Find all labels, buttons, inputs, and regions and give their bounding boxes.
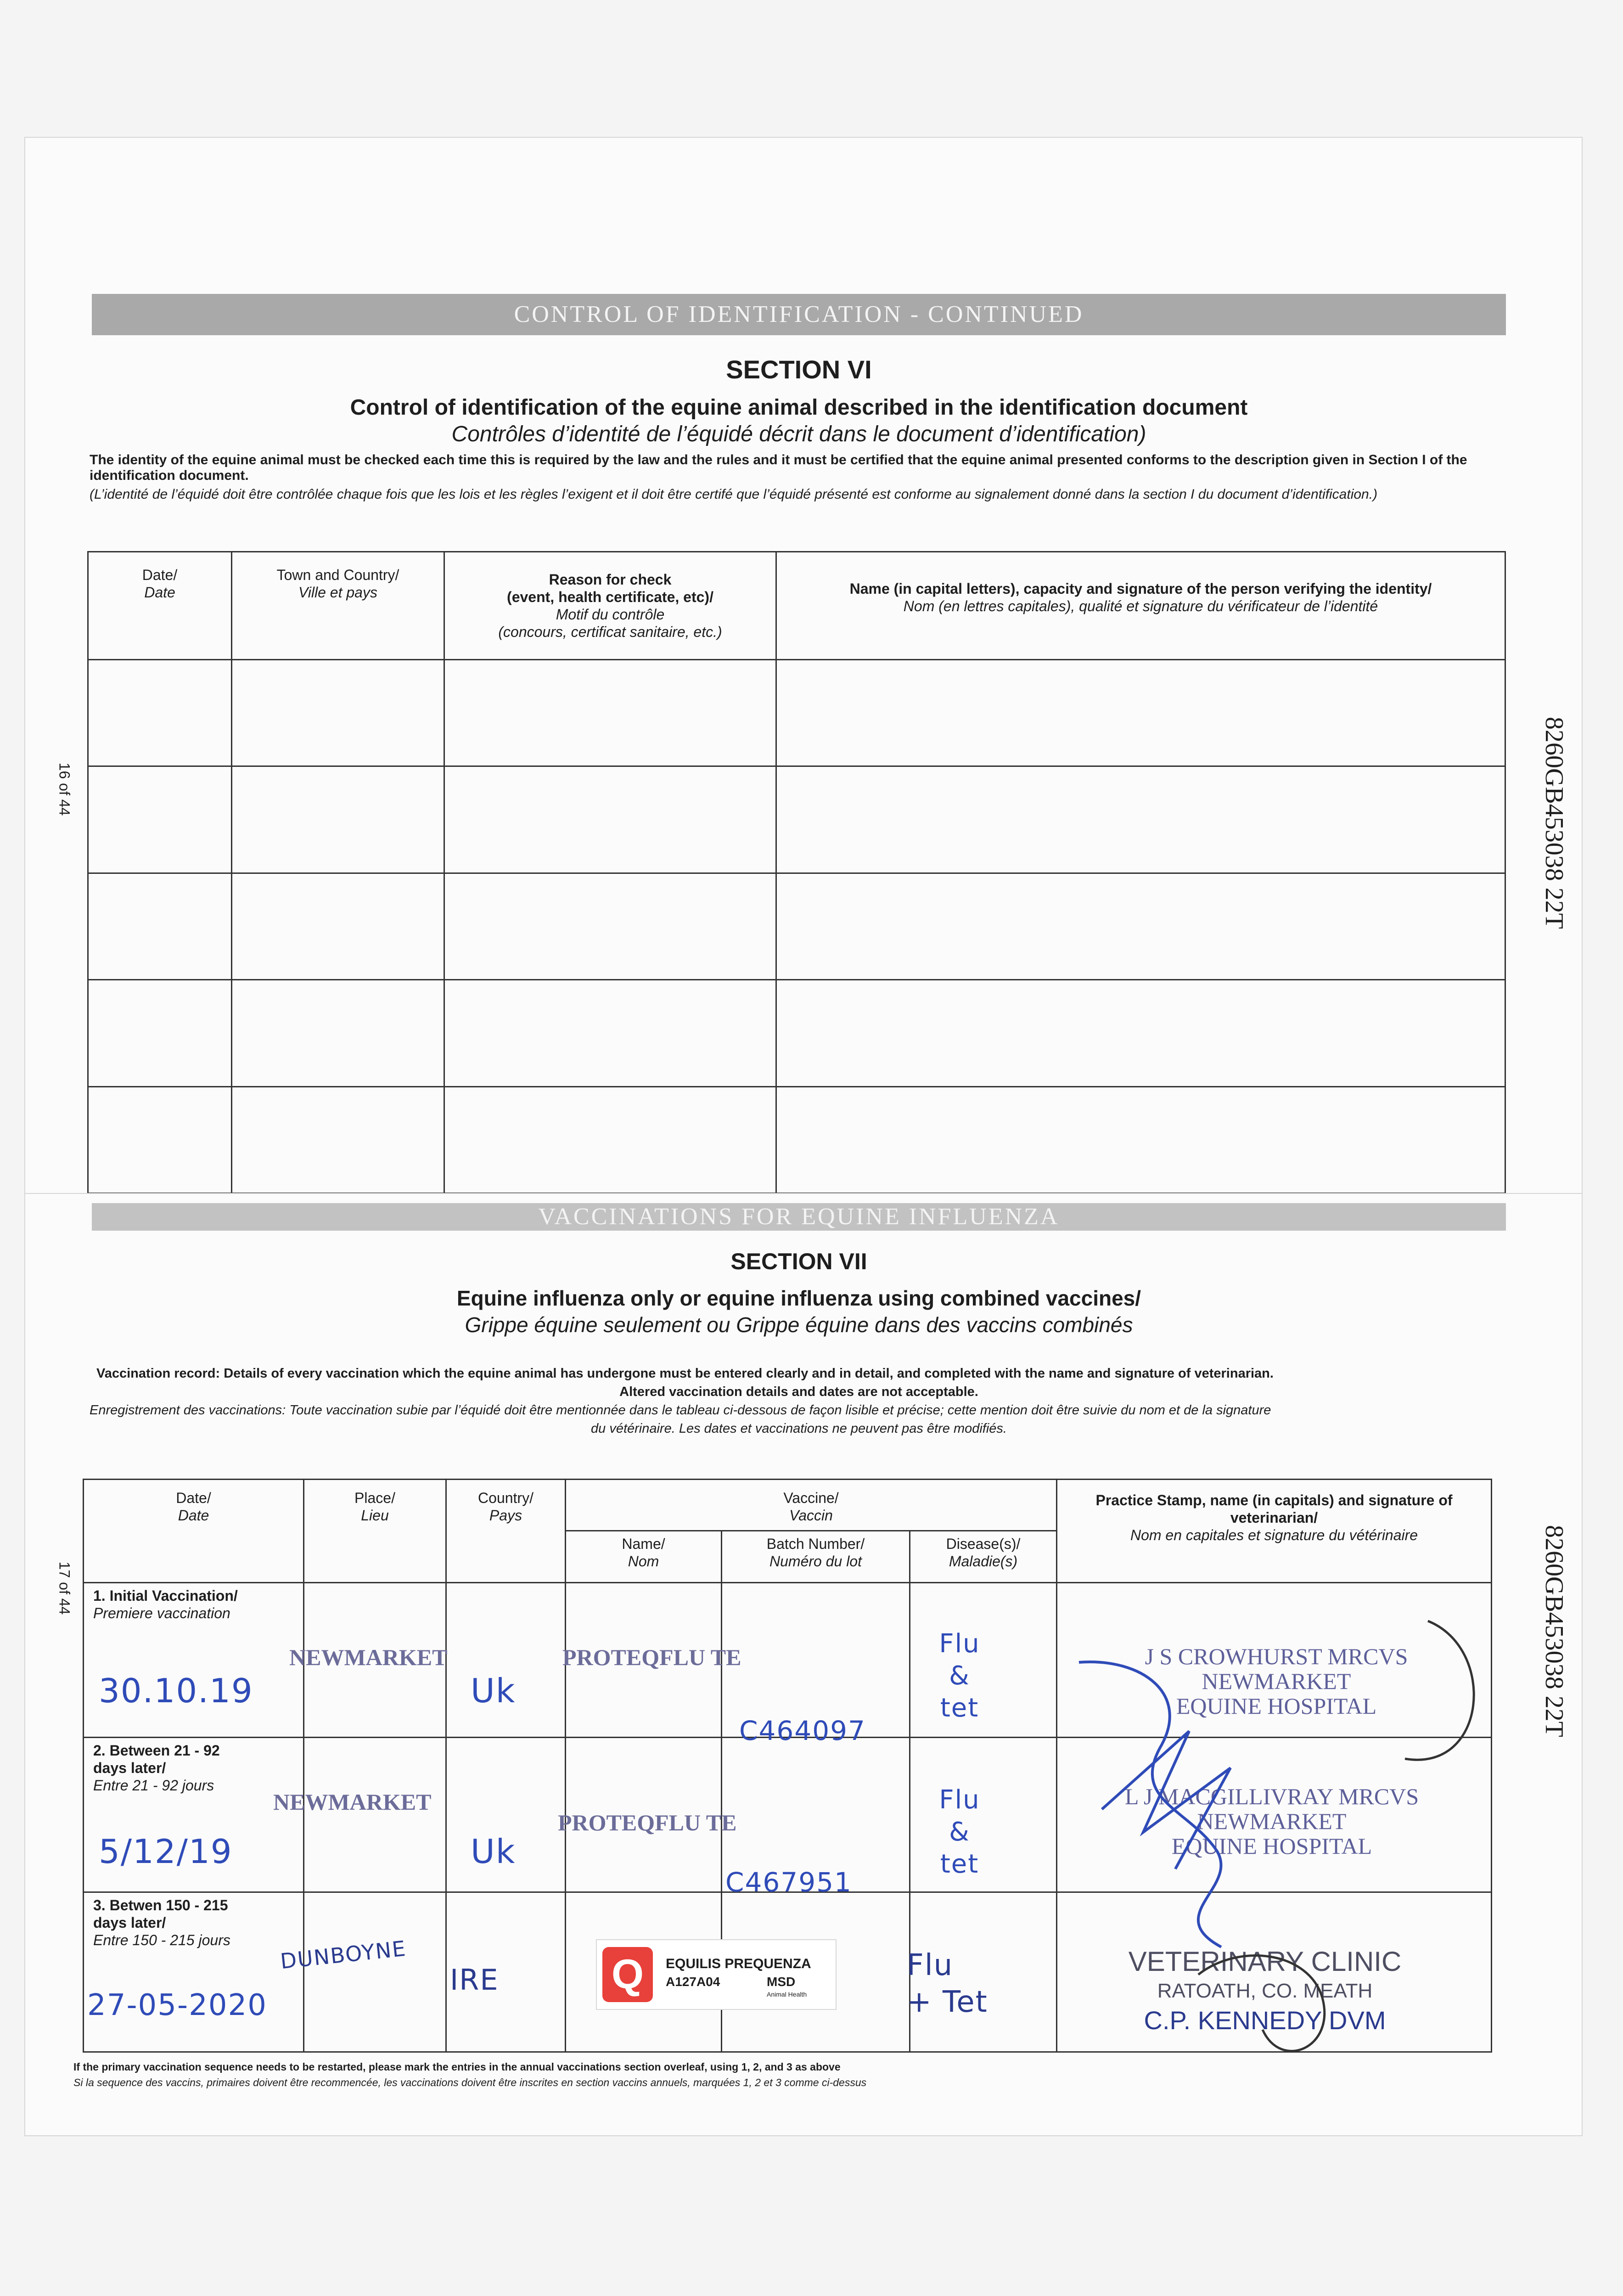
table-row bbox=[88, 980, 1505, 1086]
town-cell[interactable] bbox=[232, 980, 444, 1086]
col-date-header: Date/ Date bbox=[84, 1480, 304, 1583]
vaccination-1-batch: C464097 bbox=[739, 1715, 866, 1746]
section7-subtitle-fr: Grippe équine seulement ou Grippe équine dans des vaccins combinés bbox=[465, 1313, 1133, 1337]
date-cell[interactable] bbox=[88, 980, 232, 1086]
vaccine-label-logo: Q bbox=[602, 1947, 653, 2002]
document-id-bottom: 8260GB453038 22T bbox=[1540, 1525, 1568, 1737]
vaccine-batch-label bbox=[597, 1940, 836, 2009]
section7-instructions-fr2: du vétérinaire. Les dates et vaccinations ne peuvent pas être modifiés. bbox=[591, 1421, 1007, 1436]
col-disease-header: Disease(s)/ Maladie(s) bbox=[910, 1531, 1057, 1582]
name-cell[interactable] bbox=[776, 660, 1505, 766]
vaccination-2-batch: C467951 bbox=[725, 1867, 852, 1898]
vaccination-3-date-cell[interactable]: 3. Betwen 150 - 215 days later/ Entre 150 - 215 jours bbox=[84, 1892, 304, 2052]
vaccination-2-country: Uk bbox=[471, 1832, 516, 1871]
vaccination-1-batch-cell[interactable] bbox=[722, 1582, 910, 1737]
town-cell[interactable] bbox=[232, 660, 444, 766]
col-vaccine-header: Vaccine/ Vaccin bbox=[566, 1480, 1057, 1531]
reason-cell[interactable] bbox=[444, 660, 776, 766]
vaccination-3-practice-stamp: VETERINARY CLINIC RATOATH, CO. MEATH C.P. KENNEDY DVM bbox=[1128, 1946, 1402, 2035]
vaccination-3-vaccine: EQUILIS PREQUENZA bbox=[666, 1956, 811, 1971]
identity-check-table bbox=[87, 551, 1506, 1194]
section6-subtitle-en: Control of identification of the equine animal described in the identification document bbox=[350, 395, 1248, 420]
page-number-17: 17 of 44 bbox=[56, 1561, 73, 1615]
vaccination-1-vaccine-stamp: PROTEQFLU TE bbox=[562, 1644, 741, 1670]
reason-cell[interactable] bbox=[444, 873, 776, 979]
col-place-header: Place/ Lieu bbox=[304, 1480, 446, 1583]
col-batch-header: Batch Number/ Numéro du lot bbox=[722, 1531, 910, 1582]
vaccine-label-brand-sub: Animal Health bbox=[767, 1991, 807, 1998]
town-cell[interactable] bbox=[232, 873, 444, 979]
col-vaccine-name-header: Name/ Nom bbox=[566, 1531, 722, 1582]
col-country-header: Country/ Pays bbox=[446, 1480, 566, 1583]
reason-cell[interactable] bbox=[444, 980, 776, 1086]
veterinarian-signature bbox=[1024, 1593, 1506, 2099]
vaccination-3-place-cell[interactable] bbox=[304, 1892, 446, 2052]
section6-subtitle-fr: Contrôles d’identité de l’équidé décrit dans le document d’identification) bbox=[451, 422, 1146, 446]
vaccination-3-batch: A127A04 bbox=[666, 1975, 720, 1989]
table-row bbox=[88, 766, 1505, 873]
date-cell[interactable] bbox=[88, 1086, 232, 1193]
section7-instructions-fr: Enregistrement des vaccinations: Toute vaccination subie par l’équidé doit être mentionnée dans le tableau ci-dessous de façon lisible et précise; cette mention doit être suivie du nom et de la signature bbox=[90, 1403, 1271, 1418]
vaccination-1-practice-stamp: J S CROWHURST MRCVS NEWMARKET EQUINE HOSPITAL bbox=[1145, 1643, 1408, 1719]
section6-title: SECTION VI bbox=[726, 355, 872, 384]
vaccine-label-brand: MSD bbox=[767, 1975, 796, 1989]
section7-footer-en: If the primary vaccination sequence needs to be restarted, please mark the entries in the annual vaccinations section overleaf, using 1, 2, and 3 as above bbox=[73, 2061, 841, 2073]
date-cell[interactable] bbox=[88, 660, 232, 766]
vaccination-1-place-stamp: NEWMARKET bbox=[289, 1644, 448, 1670]
name-cell[interactable] bbox=[776, 1086, 1505, 1193]
section7-title: SECTION VII bbox=[730, 1249, 867, 1274]
vaccination-1-date: 30.10.19 bbox=[99, 1671, 253, 1710]
date-cell[interactable] bbox=[88, 873, 232, 979]
section7-banner: VACCINATIONS FOR EQUINE INFLUENZA bbox=[92, 1203, 1506, 1231]
col-date-header: Date/ Date bbox=[88, 552, 232, 660]
vaccination-2-vaccine-stamp: PROTEQFLU TE bbox=[558, 1810, 737, 1835]
vaccination-3-country: IRE bbox=[450, 1963, 499, 1997]
vaccination-3-date: 27-05-2020 bbox=[87, 1988, 267, 2022]
page-number-16: 16 of 44 bbox=[56, 762, 73, 816]
vaccination-2-practice-stamp: L J MACGILLIVRAY MRCVS NEWMARKET EQUINE HOSPITAL bbox=[1124, 1784, 1419, 1859]
date-cell[interactable] bbox=[88, 766, 232, 873]
vaccination-1-date-cell[interactable]: 1. Initial Vaccination/ Premiere vaccination bbox=[84, 1582, 304, 1737]
town-cell[interactable] bbox=[232, 1086, 444, 1193]
table-row bbox=[88, 660, 1505, 766]
town-cell[interactable] bbox=[232, 766, 444, 873]
reason-cell[interactable] bbox=[444, 1086, 776, 1193]
vaccination-1-disease: Flu & tet bbox=[939, 1629, 980, 1723]
section7-instructions-en2: Altered vaccination details and dates are not acceptable. bbox=[619, 1384, 978, 1399]
vaccination-2-date: 5/12/19 bbox=[99, 1832, 233, 1871]
vaccination-1-country: Uk bbox=[471, 1671, 516, 1710]
section7-instructions-en: Vaccination record: Details of every vaccination which the equine animal has undergone must be entered clearly and in detail, and completed with the name and signature of veterinarian. bbox=[96, 1366, 1274, 1381]
vaccination-2-date-cell[interactable]: 2. Between 21 - 92 days later/ Entre 21 - 92 jours bbox=[84, 1738, 304, 1892]
col-town-header: Town and Country/ Ville et pays bbox=[232, 552, 444, 660]
name-cell[interactable] bbox=[776, 980, 1505, 1086]
vaccination-3-disease: Flu + Tet bbox=[907, 1948, 988, 2019]
col-stamp-header: Practice Stamp, name (in capitals) and signature of veterinarian/ Nom en capitales et signature du vétérinaire bbox=[1057, 1480, 1492, 1583]
vaccination-1-country-cell[interactable] bbox=[446, 1582, 566, 1737]
document-id-top: 8260GB453038 22T bbox=[1540, 717, 1568, 929]
vaccination-2-disease: Flu & tet bbox=[939, 1785, 980, 1879]
section6-instructions-fr: (L’identité de l’équidé doit être contrôlée chaque fois que les lois et les règles l’exigent et il doit être certifé que l’équidé présenté est conforme au signalement donné dans la section I du document d’identification.) bbox=[90, 487, 1378, 502]
section7-subtitle-en: Equine influenza only or equine influenza using combined vaccines/ bbox=[456, 1286, 1141, 1310]
col-name-header: Name (in capital letters), capacity and signature of the person verifying the identity/ Nom (en lettres capitales), qualité et signature du vérificateur de l’identité bbox=[776, 552, 1505, 660]
col-reason-header: Reason for check (event, health certificate, etc)/ Motif du contrôle (concours, certificat sanitaire, etc.) bbox=[444, 552, 776, 660]
name-cell[interactable] bbox=[776, 766, 1505, 873]
section6-banner: CONTROL OF IDENTIFICATION - CONTINUED bbox=[92, 294, 1506, 335]
section7-footer-fr: Si la sequence des vaccins, primaires doivent être recommencée, les vaccinations doivent être inscrites en section vaccins annuels, marquées 1, 2 et 3 comme ci-dessus bbox=[73, 2077, 867, 2088]
table-row bbox=[88, 1086, 1505, 1193]
vaccination-3-place: DUNBOYNE bbox=[279, 1936, 408, 1974]
vaccination-2-place-stamp: NEWMARKET bbox=[273, 1789, 432, 1815]
table-row bbox=[88, 873, 1505, 979]
reason-cell[interactable] bbox=[444, 766, 776, 873]
name-cell[interactable] bbox=[776, 873, 1505, 979]
section6-instructions-en: The identity of the equine animal must be checked each time this is required by the law and the rules and it must be certified that the equine animal presented conforms to the description given in Section I of the identification document. bbox=[90, 452, 1467, 483]
